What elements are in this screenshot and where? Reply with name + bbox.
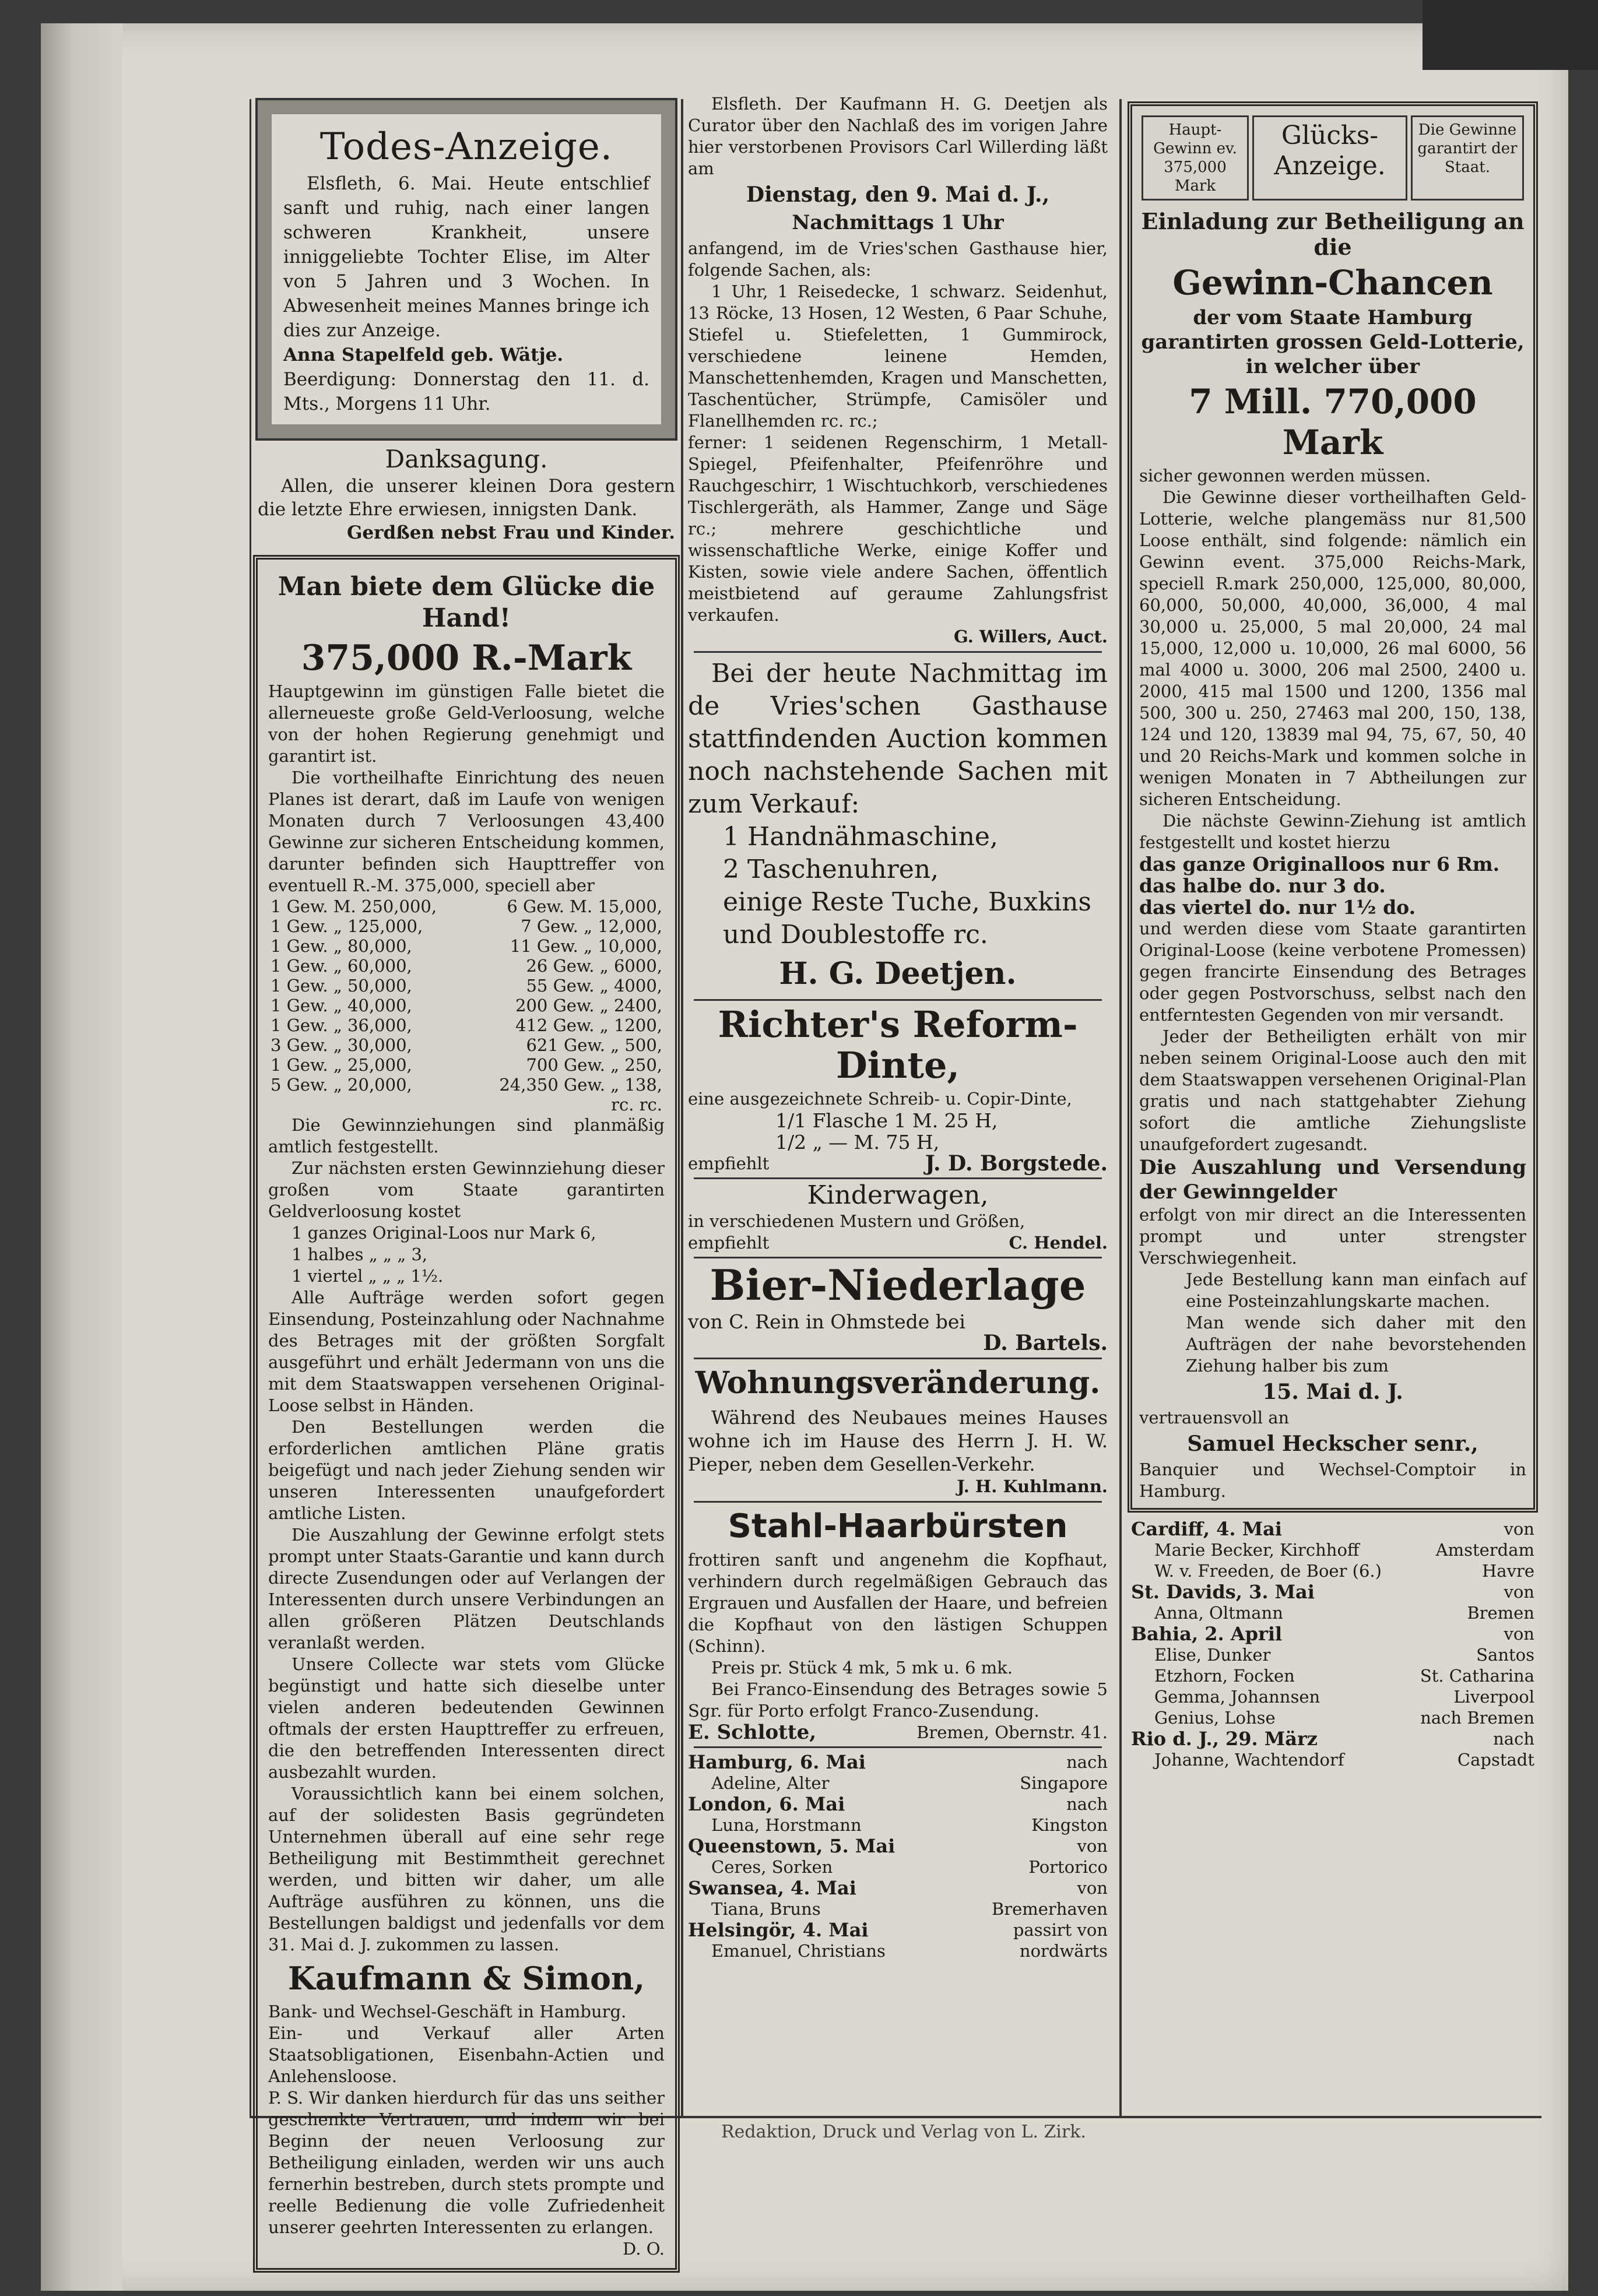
ship-direction: nach bbox=[1493, 1729, 1534, 1749]
ship-port-row bbox=[1131, 1623, 1534, 1644]
prize-row bbox=[268, 896, 665, 916]
ship-destination: Santos bbox=[1476, 1645, 1534, 1665]
page-corner-shadow bbox=[1423, 0, 1598, 70]
hamburg-p5: Jeder der Betheiligten erhält von mir neben seinem Original-Loose auch den mit dem Staatswappen versehenen Original-Plan gratis und nach stattgehabter Ziehung sofort die amtliche Ziehungsliste unaufgefordert zugesandt. bbox=[1139, 1026, 1526, 1154]
death-notice-title: Todes-Anzeige. bbox=[319, 125, 613, 168]
ship-port-row bbox=[1131, 1728, 1534, 1749]
brush-signature: E. Schlotte, bbox=[688, 1721, 817, 1744]
hamburg-p7: erfolgt von mir direct an die Interessenten prompt und unter strengster Verschwiegenheit. bbox=[1139, 1205, 1526, 1268]
beer-ad bbox=[688, 1262, 1108, 1354]
auction-item: 2 Taschenuhren, bbox=[723, 855, 939, 884]
lottery-p6: Den Bestellungen werden die erforderlichen amtlichen Pläne gratis beigefügt und nach jeder Ziehung senden wir unseren Interessenten unaufgefordert amtliche Listen. bbox=[268, 1417, 665, 1523]
auction-notice bbox=[688, 93, 1108, 648]
prize-right: 621 Gew. „ 500, bbox=[526, 1035, 662, 1055]
lottery-firm-desc: Ein- und Verkauf aller Arten Staatsobligationen, Eisenbahn-Actien und Anlehensloose. bbox=[268, 2023, 665, 2086]
ship-row bbox=[1131, 1665, 1534, 1686]
ship-direction: nach bbox=[1066, 1794, 1108, 1814]
price-line: 1 ganzes Original-Loos nur Mark 6, bbox=[291, 1223, 596, 1243]
pram-signature: C. Hendel. bbox=[1009, 1233, 1108, 1253]
prize-right: 700 Gew. „ 250, bbox=[526, 1055, 662, 1075]
moving-text: Während des Neubaues meines Hauses wohne ich im Hause des Herrn J. H. W. Pieper, neben dem Gesellen-Verkehr. bbox=[688, 1407, 1108, 1475]
prize-left: 1 Gew. „ 40,000, bbox=[271, 996, 412, 1015]
pram-text: in verschiedenen Mustern und Größen, bbox=[688, 1211, 1025, 1231]
ship-name: Etzhorn, Focken bbox=[1154, 1666, 1295, 1686]
hamburg-subtitle: der vom Staate Hamburg garantirten grossen Geld-Lotterie, in welcher über bbox=[1141, 306, 1525, 378]
lottery-p2: Die vortheilhafte Einrichtung des neuen Planes ist derart, daß im Laufe von wenigen Monaten durch 7 Verloosungen 43,400 Gewinne zur sicheren Entscheidung kommen, darunter befinden sich Haupttreffer von eventuell R.-M. 375,000, speciell aber bbox=[268, 768, 665, 895]
today-auction-signature: H. G. Deetjen. bbox=[779, 956, 1017, 991]
prize-right: 26 Gew. „ 6000, bbox=[526, 956, 662, 976]
separator bbox=[694, 1501, 1102, 1503]
ship-name: Genius, Lohse bbox=[1154, 1708, 1276, 1728]
brush-text2: Bei Franco-Einsendung des Betrages sowie 5 Sgr. für Porto erfolgt Franco-Zusendung. bbox=[688, 1679, 1108, 1721]
ship-port-row bbox=[688, 1752, 1108, 1773]
prize-left: 1 Gew. „ 25,000, bbox=[271, 1055, 412, 1075]
ship-name: Johanne, Wachtendorf bbox=[1154, 1750, 1344, 1770]
prize-right: 6 Gew. M. 15,000, bbox=[507, 896, 662, 916]
imprint-footer: Redaktion, Druck und Verlag von L. Zirk. bbox=[721, 2122, 1086, 2142]
prize-right: 24,350 Gew. „ 138, bbox=[499, 1075, 662, 1095]
ship-port: St. Davids, 3. Mai bbox=[1131, 1581, 1315, 1603]
column-3 bbox=[1125, 93, 1540, 2296]
hamburg-p2: Die Gewinne dieser vortheilhaften Geld-Lotterie, welche plangemäss nur 81,500 Loose enthält, sind folgende: nämlich ein Gewinn event. 375,000 Reichs-Mark, speciell R.mark 250,000, 125,000, 80,000, 60,000, 50,000, 40,000, 36,000, 4 mal 30,000 u. 25,000, 5 mal 20,000, 24 mal 15,000, 12,000 u. 10,000, 26 mal 6000, 56 mal 4000 u. 3000, 206 mal 2500, 2400 u. 2000, 415 mal 1500 und 1200, 1356 mal 500, 300 u. 250, 27463 mal 200, 150, 138, 124 und 120, 13839 mal 94, 75, 67, 50, 40 und 20 Reichs-Mark und kommen solche in wenigen Monaten in 7 Abtheilungen zur sicheren Entscheidung. bbox=[1139, 487, 1526, 809]
prize-left: 1 Gew. „ 125,000, bbox=[271, 916, 423, 936]
hamburg-header-left: Haupt-Gewinn ev. 375,000 Mark bbox=[1142, 115, 1249, 201]
ship-name: Tiana, Bruns bbox=[711, 1899, 821, 1919]
ship-port: Bahia, 2. April bbox=[1131, 1623, 1283, 1645]
prize-row bbox=[268, 936, 665, 956]
prize-right: 200 Gew. „ 2400, bbox=[515, 996, 662, 1015]
brush-ad bbox=[688, 1506, 1108, 1743]
prize-right: 412 Gew. „ 1200, bbox=[515, 1015, 662, 1035]
prize-right: 55 Gew. „ 4000, bbox=[526, 976, 662, 996]
auction-item: und Doublestoffe rc. bbox=[723, 920, 988, 950]
ship-row bbox=[1131, 1560, 1534, 1581]
hamburg-header-mid: Glücks-Anzeige. bbox=[1252, 115, 1407, 201]
moving-title: Wohnungsveränderung. bbox=[695, 1365, 1101, 1401]
ship-destination: Liverpool bbox=[1453, 1687, 1534, 1707]
moving-signature: J. H. Kuhlmann. bbox=[957, 1476, 1108, 1496]
prize-row bbox=[268, 1095, 665, 1114]
auction-text3: 1 Uhr, 1 Reisedecke, 1 schwarz. Seidenhut, 13 Röcke, 13 Hosen, 12 Westen, 6 Paar Schuhe, Stiefel u. Stiefeletten, 1 Gummirock, verschiedene leinene Hemden, Manschettenhemden, Kragen und Manschetten, Taschentücher, Strümpfe, Camisöler und Flanellhemden rc. rc.; bbox=[688, 282, 1108, 431]
pram-footer bbox=[688, 1232, 1108, 1253]
separator bbox=[694, 999, 1102, 1001]
lottery-p7: Die Auszahlung der Gewinne erfolgt stets prompt unter Staats-Garantie und kann durch directe Zusendungen oder auf Verlangen der Interessenten durch unsere Verbindungen an allen größeren Plätzen Deutschlands veranlaßt werden. bbox=[268, 1525, 665, 1652]
today-auction-text: Bei der heute Nachmittag im de Vries'schen Gasthause stattfindenden Auction kommen noch nachstehende Sachen mit zum Verkauf: bbox=[688, 659, 1108, 819]
ship-row bbox=[1131, 1602, 1534, 1623]
hamburg-lottery-ad bbox=[1128, 101, 1538, 1513]
hamburg-invite: Einladung zur Betheiligung an die bbox=[1141, 208, 1525, 260]
ship-port-row bbox=[1131, 1518, 1534, 1539]
prize-left: 3 Gew. „ 30,000, bbox=[271, 1035, 412, 1055]
ship-name: Gemma, Johannsen bbox=[1154, 1687, 1320, 1707]
prize-row bbox=[268, 1055, 665, 1075]
ship-destination: Bremen bbox=[1467, 1603, 1534, 1623]
price-line: 1 halbes „ „ „ 3, bbox=[291, 1244, 428, 1264]
brush-title: Stahl-Haarbürsten bbox=[728, 1507, 1068, 1545]
lottery-p4: Zur nächsten ersten Gewinnziehung dieser großen vom Staate garantirten Geldverloosung kostet bbox=[268, 1158, 665, 1221]
ship-direction: nach bbox=[1066, 1752, 1108, 1772]
prize-left: 1 Gew. „ 36,000, bbox=[271, 1015, 412, 1035]
ship-row bbox=[1131, 1749, 1534, 1770]
ship-name: Anna, Oltmann bbox=[1154, 1603, 1283, 1623]
ink-price-1: 1/1 Flasche 1 M. 25 H, bbox=[775, 1109, 998, 1132]
death-notice-text: Elsfleth, 6. Mai. Heute entschlief sanft und ruhig, nach einer langen schweren Krankheit, unsere inniggeliebte Tochter Elise, im Alter von 5 Jahren und 3 Wochen. In Abwesenheit meines Mannes bringe ich dies zur Anzeige. bbox=[283, 173, 649, 341]
ship-row bbox=[688, 1773, 1108, 1794]
price-line: 1 viertel „ „ „ 1½. bbox=[291, 1266, 444, 1286]
ship-row bbox=[688, 1815, 1108, 1836]
lottery-firm-sub: Bank- und Wechsel-Geschäft in Hamburg. bbox=[268, 2002, 627, 2021]
brush-price: Preis pr. Stück 4 mk, 5 mk u. 6 mk. bbox=[711, 1658, 1013, 1678]
ink-title: Richter's Reform-Dinte, bbox=[718, 1003, 1078, 1087]
prize-left: 1 Gew. „ 60,000, bbox=[271, 956, 412, 976]
auction-date: Dienstag, den 9. Mai d. J., bbox=[746, 182, 1050, 207]
thanks-title: Danksagung. bbox=[385, 445, 548, 473]
ship-destination: St. Catharina bbox=[1420, 1666, 1534, 1686]
ship-destination: Havre bbox=[1482, 1561, 1534, 1581]
lottery-prices bbox=[268, 1222, 665, 1287]
auction-item: 1 Handnähmaschine, bbox=[723, 822, 998, 852]
auction-text2: anfangend, im de Vries'schen Gasthause hier, folgende Sachen, als: bbox=[688, 238, 1108, 280]
hamburg-p1: sicher gewonnen werden müssen. bbox=[1139, 466, 1431, 486]
auction-time: Nachmittags 1 Uhr bbox=[792, 211, 1004, 234]
death-notice bbox=[258, 100, 675, 438]
thanks-signature: Gerdßen nebst Frau und Kinder. bbox=[346, 522, 675, 543]
prize-left: 5 Gew. „ 20,000, bbox=[271, 1075, 412, 1095]
ship-port: Queenstown, 5. Mai bbox=[688, 1835, 895, 1857]
hamburg-header bbox=[1142, 115, 1524, 201]
separator bbox=[694, 1257, 1102, 1258]
brush-footer bbox=[688, 1722, 1108, 1743]
ink-price-2: 1/2 „ — M. 75 H, bbox=[775, 1131, 940, 1154]
ship-row bbox=[1131, 1686, 1534, 1707]
thanks-notice bbox=[258, 446, 675, 544]
ship-destination: Bremerhaven bbox=[991, 1899, 1108, 1919]
ship-port-row bbox=[688, 1836, 1108, 1857]
prize-left: 1 Gew. „ 80,000, bbox=[271, 936, 412, 956]
shipping-news-2 bbox=[1131, 1518, 1534, 1770]
ship-row bbox=[688, 1857, 1108, 1877]
lottery-p1: Hauptgewinn im günstigen Falle bietet die allerneueste große Geld-Verloosung, welche von der hohen Regierung genehmigt und garantirt ist. bbox=[268, 681, 665, 766]
ship-destination: Singapore bbox=[1020, 1773, 1108, 1793]
auction-item: einige Reste Tuche, Buxkins bbox=[723, 887, 1091, 917]
moving-ad bbox=[688, 1363, 1108, 1497]
lottery-amount: 375,000 R.-Mark bbox=[301, 638, 632, 678]
ship-destination: Capstadt bbox=[1457, 1750, 1534, 1770]
beer-signature: D. Bartels. bbox=[983, 1331, 1108, 1355]
hamburg-p10: vertrauensvoll an bbox=[1139, 1408, 1290, 1427]
column-rule-2 bbox=[1119, 99, 1122, 2116]
hamburg-p6: Die Auszahlung und Versendung der Gewinngelder bbox=[1139, 1156, 1526, 1204]
ship-destination: Kingston bbox=[1031, 1815, 1108, 1835]
ship-destination: nordwärts bbox=[1019, 1941, 1108, 1961]
ink-ad bbox=[688, 1004, 1108, 1174]
ship-destination: Amsterdam bbox=[1435, 1540, 1534, 1560]
ship-direction: von bbox=[1504, 1582, 1534, 1602]
beer-text: von C. Rein in Ohmstede bei bbox=[688, 1310, 965, 1333]
ship-port: Hamburg, 6. Mai bbox=[688, 1751, 866, 1773]
auction-text1: Elsfleth. Der Kaufmann H. G. Deetjen als Curator über den Nachlaß des im vorigen Jahre hier verstorbenen Provisors Carl Willerding läßt am bbox=[688, 94, 1108, 178]
ship-port-row bbox=[1131, 1581, 1534, 1602]
separator bbox=[694, 1746, 1102, 1748]
lottery-ps: P. S. Wir danken hierdurch für das uns seither geschenkte Vertrauen, und indem wir bei Beginn der neuen Verloosung zur Betheiligung einladen, werden wir uns auch fernerhin bestreben, durch stets prompte und reelle Bedienung die volle Zufriedenheit unserer geehrten Interessenten zu erlangen. bbox=[268, 2088, 665, 2237]
prize-row bbox=[268, 916, 665, 936]
pram-title: Kinderwagen, bbox=[807, 1180, 989, 1210]
ship-port: London, 6. Mai bbox=[688, 1793, 845, 1815]
prize-left: 1 Gew. „ 50,000, bbox=[271, 976, 412, 996]
ship-name: W. v. Freeden, de Boer (6.) bbox=[1154, 1561, 1382, 1581]
ship-port-row bbox=[688, 1919, 1108, 1940]
hamburg-p8: Jede Bestellung kann man einfach auf eine Posteinzahlungskarte machen. bbox=[1186, 1270, 1526, 1311]
ship-port: Helsingör, 4. Mai bbox=[688, 1919, 869, 1941]
hamburg-firm: Samuel Heckscher senr., bbox=[1187, 1432, 1478, 1456]
hamburg-firm-sub: Banquier und Wechsel-Comptoir in Hamburg. bbox=[1139, 1460, 1526, 1501]
ship-name: Marie Becker, Kirchhoff bbox=[1154, 1540, 1360, 1560]
prize-right: 11 Gew. „ 10,000, bbox=[510, 936, 662, 956]
book-spine bbox=[41, 23, 122, 2291]
ship-direction: von bbox=[1504, 1624, 1534, 1644]
lottery-p9: Voraussichtlich kann bei einem solchen, auf der solidesten Basis gegründeten Unternehmen überall auf eine sehr rege Betheiligung mit Bestimmtheit gerechnet werden, und bitten wir daher, um alle Aufträge ausführen zu können, uns die Bestellungen baldigst und jedenfalls vor dem 31. Mai d. J. zukommen zu lassen. bbox=[268, 1784, 665, 1954]
column-1 bbox=[251, 93, 682, 2296]
lottery-p5: Alle Aufträge werden sofort gegen Einsendung, Posteinzahlung oder Nachnahme des Betrages mit der größten Sorgfalt ausgeführt und erhält Jedermann von uns die mit dem Staatswappen versehenen Original-Loose selbst in Händen. bbox=[268, 1288, 665, 1415]
hamburg-big-title: Gewinn-Chancen bbox=[1172, 263, 1493, 303]
column-2 bbox=[682, 93, 1114, 2296]
pram-ad bbox=[688, 1180, 1108, 1253]
separator bbox=[694, 1358, 1102, 1359]
death-notice-funeral: Beerdigung: Donnerstag den 11. d. Mts., Morgens 11 Uhr. bbox=[283, 369, 649, 414]
shipping-news-1 bbox=[688, 1752, 1108, 1961]
today-auction-items bbox=[688, 821, 1108, 951]
ship-port: Rio d. J., 29. März bbox=[1131, 1728, 1318, 1750]
ship-direction: von bbox=[1077, 1836, 1108, 1856]
hamburg-price-1: das ganze Originalloos nur 6 Rm. bbox=[1139, 853, 1500, 875]
ship-port-row bbox=[688, 1877, 1108, 1898]
ship-name: Luna, Horstmann bbox=[711, 1815, 862, 1835]
ship-row bbox=[688, 1898, 1108, 1919]
hamburg-header-right: Die Gewinne garantirt der Staat. bbox=[1411, 115, 1524, 201]
prize-row bbox=[268, 1015, 665, 1035]
lottery-p3: Die Gewinnziehungen sind planmäßig amtlich festgestellt. bbox=[268, 1115, 665, 1156]
prize-row bbox=[268, 956, 665, 976]
prize-row bbox=[268, 976, 665, 996]
prize-row bbox=[268, 1075, 665, 1095]
ship-name: Emanuel, Christians bbox=[711, 1941, 886, 1961]
ship-direction: passirt von bbox=[1013, 1920, 1108, 1940]
ship-destination: nach Bremen bbox=[1420, 1708, 1534, 1728]
prize-row bbox=[268, 1035, 665, 1055]
ship-direction: von bbox=[1504, 1519, 1534, 1539]
ink-lead: empfiehlt bbox=[688, 1154, 770, 1173]
hamburg-deadline: 15. Mai d. J. bbox=[1262, 1380, 1403, 1404]
prize-row bbox=[268, 996, 665, 1015]
hamburg-p3: Die nächste Gewinn-Ziehung ist amtlich festgestellt und kostet hierzu bbox=[1139, 811, 1526, 852]
ink-sub: eine ausgezeichnete Schreib- u. Copir-Dinte, bbox=[688, 1089, 1072, 1109]
lottery-firm: Kaufmann & Simon, bbox=[287, 1960, 645, 1997]
today-auction bbox=[688, 657, 1108, 994]
hamburg-p9: Man wende sich daher mit den Aufträgen der nahe bevorstehenden Ziehung halber bis zum bbox=[1186, 1313, 1526, 1376]
brush-place: Bremen, Obernstr. 41. bbox=[916, 1722, 1108, 1742]
ship-row bbox=[1131, 1707, 1534, 1728]
ship-name: Ceres, Sorken bbox=[711, 1857, 833, 1877]
lottery-ps-signature: D. O. bbox=[623, 2239, 665, 2259]
pram-lead: empfiehlt bbox=[688, 1233, 770, 1253]
ink-footer bbox=[688, 1153, 1108, 1174]
ship-row bbox=[1131, 1644, 1534, 1665]
separator bbox=[694, 651, 1102, 653]
thanks-text: Allen, die unserer kleinen Dora gestern die letzte Ehre erwiesen, innigsten Dank. bbox=[258, 476, 675, 520]
ship-row bbox=[688, 1940, 1108, 1961]
death-notice-signature: Anna Stapelfeld geb. Wätje. bbox=[283, 344, 564, 365]
prize-left: 1 Gew. M. 250,000, bbox=[271, 896, 437, 916]
prize-right: rc. rc. bbox=[611, 1095, 662, 1114]
prize-left bbox=[268, 1095, 468, 1114]
lottery-ad-kaufmann bbox=[253, 555, 680, 2273]
ship-row bbox=[1131, 1539, 1534, 1560]
ship-name: Adeline, Alter bbox=[711, 1773, 830, 1793]
ink-signature: J. D. Borgstede. bbox=[925, 1151, 1108, 1176]
hamburg-millions: 7 Mill. 770,000 Mark bbox=[1189, 382, 1477, 462]
ship-destination: Portorico bbox=[1028, 1857, 1108, 1877]
brush-text: frottiren sanft und angenehm die Kopfhaut, verhindern durch regelmäßigen Gebrauch das Ergrauen und Ausfallen der Haare, und befreien die Kopfhaut von den lästigen Schuppen (Schinn). bbox=[688, 1550, 1108, 1656]
auction-text4: ferner: 1 seidenen Regenschirm, 1 Metall-Spiegel, Pfeifenhalter, Pfeifenröhre und Rauchgeschirr, 1 Wischtuchkorb, verschiedenes Tischlergeräth, als Hammer, Zange und Säge rc.; mehrere geschichtliche und wissenschaftliche Werke, einige Koffer und Kisten, sowie viele andere Sachen, öffentlich meistbietend auf geraume Zahlungsfrist verkaufen. bbox=[688, 433, 1108, 625]
lottery-prize-table bbox=[268, 896, 665, 1114]
hamburg-p4: und werden diese vom Staate garantirten Original-Loose (keine verbotene Promessen) gegen francirte Einsendung des Betrages oder gegen Postvorschuss, selbst nach den entferntesten Gegenden von mir versandt. bbox=[1139, 919, 1526, 1025]
ship-direction: von bbox=[1077, 1878, 1108, 1898]
auction-signature: G. Willers, Auct. bbox=[953, 627, 1108, 646]
separator bbox=[694, 1177, 1102, 1179]
ship-port-row bbox=[688, 1794, 1108, 1815]
hamburg-price-2: das halbe do. nur 3 do. bbox=[1139, 874, 1386, 897]
lottery-p8: Unsere Collecte war stets vom Glücke begünstigt und hatte sich dieselbe unter vielen anderen bedeutenden Gewinnen oftmals der ersten Haupttreffer zu erfreuen, die den betreffenden Interessenten direct ausbezahlt wurden. bbox=[268, 1654, 665, 1782]
ship-port: Cardiff, 4. Mai bbox=[1131, 1518, 1282, 1540]
lottery-title: Man biete dem Glücke die Hand! bbox=[278, 572, 655, 633]
ship-name: Elise, Dunker bbox=[1154, 1645, 1271, 1665]
hamburg-price-3: das viertel do. nur 1½ do. bbox=[1139, 896, 1416, 919]
prize-right: 7 Gew. „ 12,000, bbox=[521, 916, 662, 936]
beer-title: Bier-Niederlage bbox=[710, 1260, 1086, 1310]
ship-port: Swansea, 4. Mai bbox=[688, 1877, 856, 1899]
